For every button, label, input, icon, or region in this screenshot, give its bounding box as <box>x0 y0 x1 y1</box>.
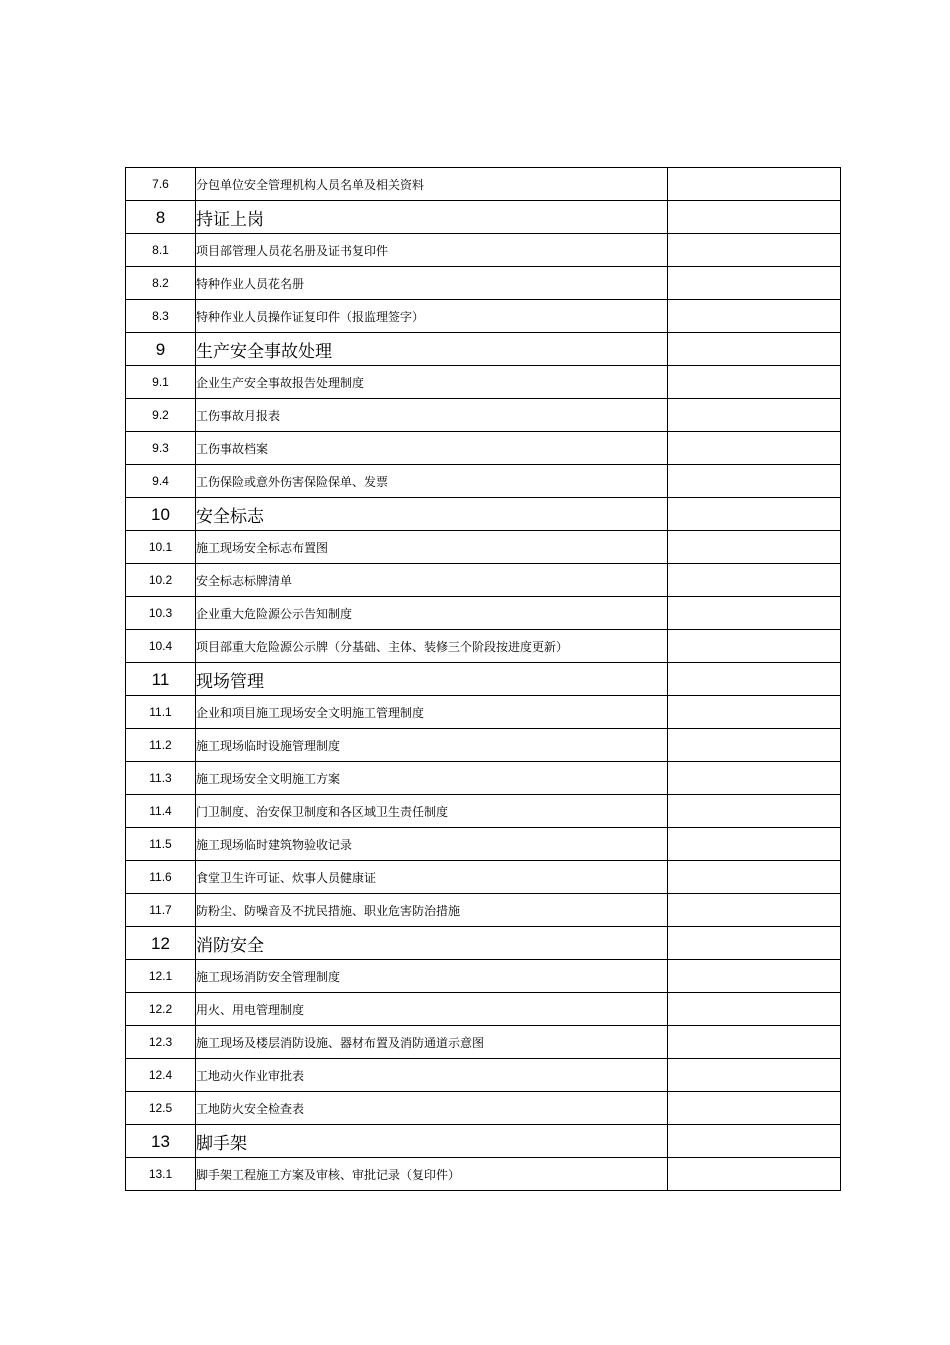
remarks-cell <box>668 234 841 267</box>
section-row <box>126 927 841 960</box>
remarks-cell <box>668 630 841 663</box>
table-row <box>126 267 841 300</box>
item-description: 企业重大危险源公示告知制度 <box>196 597 668 630</box>
item-number: 9.4 <box>126 465 196 498</box>
item-description: 防粉尘、防噪音及不扰民措施、职业危害防治措施 <box>196 894 668 927</box>
item-number: 10.4 <box>126 630 196 663</box>
table-row <box>126 894 841 927</box>
item-description: 工地防火安全检查表 <box>196 1092 668 1125</box>
table-row <box>126 1158 841 1191</box>
table-row <box>126 168 841 201</box>
item-number: 12.5 <box>126 1092 196 1125</box>
item-description: 特种作业人员操作证复印件（报监理签字） <box>196 300 668 333</box>
table-row <box>126 465 841 498</box>
item-number: 11.1 <box>126 696 196 729</box>
item-number: 8.2 <box>126 267 196 300</box>
table-row <box>126 828 841 861</box>
item-description: 工伤保险或意外伤害保险保单、发票 <box>196 465 668 498</box>
item-number: 12.2 <box>126 993 196 1026</box>
section-title: 脚手架 <box>196 1125 668 1158</box>
remarks-cell <box>668 465 841 498</box>
remarks-cell <box>668 894 841 927</box>
item-description: 项目部管理人员花名册及证书复印件 <box>196 234 668 267</box>
table-row <box>126 531 841 564</box>
section-row <box>126 333 841 366</box>
item-description: 工地动火作业审批表 <box>196 1059 668 1092</box>
item-number: 13 <box>126 1125 196 1158</box>
remarks-cell <box>668 828 841 861</box>
remarks-cell <box>668 333 841 366</box>
item-number: 12.1 <box>126 960 196 993</box>
table-row <box>126 432 841 465</box>
table-row <box>126 960 841 993</box>
item-number: 10.3 <box>126 597 196 630</box>
table-row <box>126 729 841 762</box>
item-description: 企业生产安全事故报告处理制度 <box>196 366 668 399</box>
remarks-cell <box>668 993 841 1026</box>
item-description: 食堂卫生许可证、炊事人员健康证 <box>196 861 668 894</box>
remarks-cell <box>668 696 841 729</box>
item-number: 8 <box>126 201 196 234</box>
table-row <box>126 795 841 828</box>
section-title: 安全标志 <box>196 498 668 531</box>
item-number: 11.4 <box>126 795 196 828</box>
item-number: 8.3 <box>126 300 196 333</box>
item-number: 10.2 <box>126 564 196 597</box>
item-number: 12 <box>126 927 196 960</box>
remarks-cell <box>668 663 841 696</box>
item-number: 12.4 <box>126 1059 196 1092</box>
table-row <box>126 1059 841 1092</box>
remarks-cell <box>668 498 841 531</box>
item-description: 脚手架工程施工方案及审核、审批记录（复印件） <box>196 1158 668 1191</box>
item-description: 门卫制度、治安保卫制度和各区域卫生责任制度 <box>196 795 668 828</box>
section-row <box>126 201 841 234</box>
item-description: 施工现场及楼层消防设施、器材布置及消防通道示意图 <box>196 1026 668 1059</box>
table-row <box>126 564 841 597</box>
item-number: 12.3 <box>126 1026 196 1059</box>
section-row <box>126 1125 841 1158</box>
section-title: 现场管理 <box>196 663 668 696</box>
remarks-cell <box>668 201 841 234</box>
remarks-cell <box>668 531 841 564</box>
section-title: 持证上岗 <box>196 201 668 234</box>
item-number: 11.6 <box>126 861 196 894</box>
remarks-cell <box>668 267 841 300</box>
item-description: 安全标志标牌清单 <box>196 564 668 597</box>
table-row <box>126 399 841 432</box>
item-number: 10.1 <box>126 531 196 564</box>
section-row <box>126 498 841 531</box>
item-number: 8.1 <box>126 234 196 267</box>
remarks-cell <box>668 1059 841 1092</box>
item-description: 特种作业人员花名册 <box>196 267 668 300</box>
item-description: 用火、用电管理制度 <box>196 993 668 1026</box>
table-row <box>126 1092 841 1125</box>
table-row <box>126 1026 841 1059</box>
remarks-cell <box>668 960 841 993</box>
item-number: 9.2 <box>126 399 196 432</box>
item-number: 9.3 <box>126 432 196 465</box>
item-number: 11.7 <box>126 894 196 927</box>
remarks-cell <box>668 168 841 201</box>
remarks-cell <box>668 927 841 960</box>
item-number: 10 <box>126 498 196 531</box>
table-row <box>126 234 841 267</box>
table-row <box>126 630 841 663</box>
item-description: 施工现场临时设施管理制度 <box>196 729 668 762</box>
item-number: 11.5 <box>126 828 196 861</box>
item-number: 7.6 <box>126 168 196 201</box>
remarks-cell <box>668 564 841 597</box>
remarks-cell <box>668 1092 841 1125</box>
table-row <box>126 993 841 1026</box>
item-description: 项目部重大危险源公示牌（分基础、主体、装修三个阶段按进度更新） <box>196 630 668 663</box>
table-row <box>126 762 841 795</box>
section-row <box>126 663 841 696</box>
document-table <box>125 167 841 1191</box>
table-body <box>126 168 841 1191</box>
item-number: 11.3 <box>126 762 196 795</box>
item-description: 施工现场消防安全管理制度 <box>196 960 668 993</box>
remarks-cell <box>668 597 841 630</box>
remarks-cell <box>668 1026 841 1059</box>
item-number: 11.2 <box>126 729 196 762</box>
remarks-cell <box>668 729 841 762</box>
item-number: 9.1 <box>126 366 196 399</box>
remarks-cell <box>668 1158 841 1191</box>
table-row <box>126 597 841 630</box>
remarks-cell <box>668 366 841 399</box>
table-row <box>126 696 841 729</box>
remarks-cell <box>668 795 841 828</box>
item-number: 11 <box>126 663 196 696</box>
item-description: 施工现场临时建筑物验收记录 <box>196 828 668 861</box>
item-number: 13.1 <box>126 1158 196 1191</box>
item-description: 工伤事故月报表 <box>196 399 668 432</box>
remarks-cell <box>668 762 841 795</box>
item-description: 施工现场安全标志布置图 <box>196 531 668 564</box>
table-row <box>126 300 841 333</box>
table-row <box>126 366 841 399</box>
remarks-cell <box>668 861 841 894</box>
table-row <box>126 861 841 894</box>
item-description: 施工现场安全文明施工方案 <box>196 762 668 795</box>
remarks-cell <box>668 300 841 333</box>
remarks-cell <box>668 432 841 465</box>
remarks-cell <box>668 1125 841 1158</box>
section-title: 消防安全 <box>196 927 668 960</box>
section-title: 生产安全事故处理 <box>196 333 668 366</box>
item-description: 工伤事故档案 <box>196 432 668 465</box>
remarks-cell <box>668 399 841 432</box>
item-description: 分包单位安全管理机构人员名单及相关资料 <box>196 168 668 201</box>
item-description: 企业和项目施工现场安全文明施工管理制度 <box>196 696 668 729</box>
item-number: 9 <box>126 333 196 366</box>
